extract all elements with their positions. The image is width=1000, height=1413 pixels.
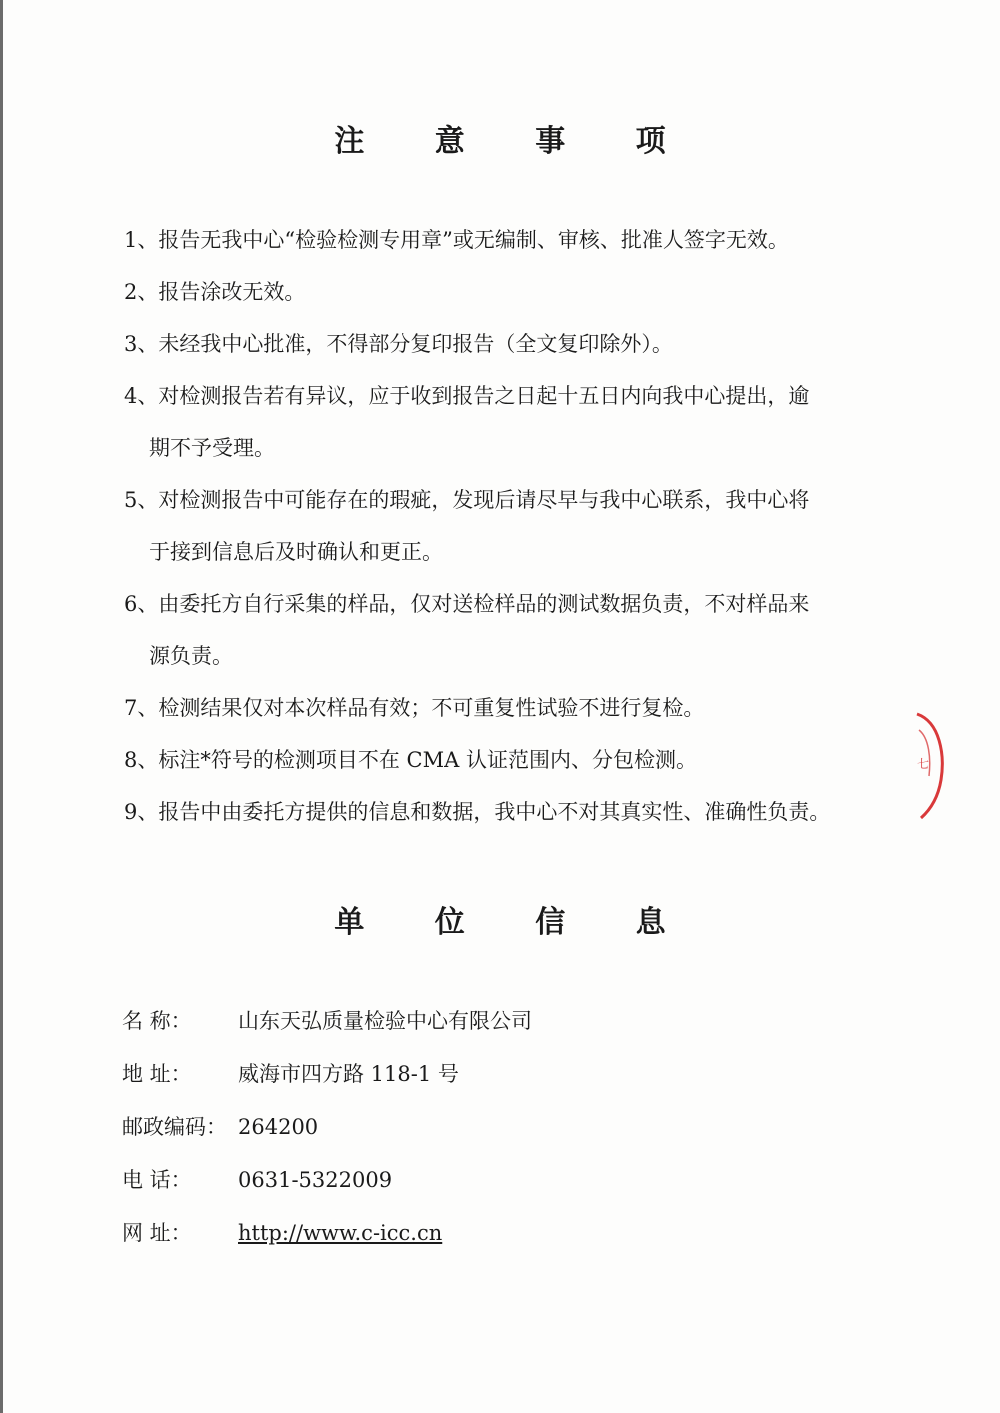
unit-address-label: 地 址：	[122, 1062, 192, 1086]
unit-name-label: 名 称：	[122, 1009, 192, 1033]
unit-name-value: 山东天弘质量检验中心有限公司	[238, 1009, 532, 1033]
red-seal-stamp-partial	[915, 710, 975, 820]
notice-item-text: 2、报告涂改无效。	[124, 280, 306, 304]
scan-edge-shadow	[0, 0, 3, 1413]
svg-text:七: 七	[917, 757, 930, 771]
notice-item-text: 3、未经我中心批准，不得部分复印报告（全文复印除外）。	[124, 332, 673, 356]
notice-item-1	[124, 214, 894, 266]
unit-address-row	[122, 1059, 459, 1089]
notice-item-9	[124, 786, 894, 838]
notice-item-text: 4、对检测报告若有异议，应于收到报告之日起十五日内向我中心提出，逾	[124, 384, 810, 408]
notice-item-6	[124, 578, 894, 682]
unit-name-row	[122, 1006, 532, 1036]
notice-item-4	[124, 370, 894, 474]
unit-website-row	[122, 1218, 442, 1248]
notice-item-7	[124, 682, 894, 734]
notice-item-text: 9、报告中由委托方提供的信息和数据，我中心不对其真实性、准确性负责。	[124, 800, 831, 824]
notice-item-continuation: 源负责。	[149, 644, 233, 668]
unit-postcode-value: 264200	[238, 1115, 319, 1139]
unit-address-value: 威海市四方路 118-1 号	[238, 1062, 459, 1086]
notice-item-text: 1、报告无我中心“检验检测专用章”或无编制、审核、批准人签字无效。	[124, 228, 789, 252]
notice-item-continuation: 期不予受理。	[149, 436, 275, 460]
unit-info-title: 单 位 信 息	[334, 905, 696, 940]
notice-item-text: 8、标注*符号的检测项目不在 CMA 认证范围内、分包检测。	[124, 748, 697, 772]
notice-item-8	[124, 734, 894, 786]
unit-postcode-label: 邮政编码：	[122, 1115, 227, 1139]
notice-item-text: 7、检测结果仅对本次样品有效；不可重复性试验不进行复检。	[124, 696, 705, 720]
notice-title: 注 意 事 项	[334, 124, 696, 159]
notice-item-continuation: 于接到信息后及时确认和更正。	[149, 540, 443, 564]
unit-phone-value: 0631-5322009	[238, 1168, 393, 1192]
unit-postcode-row	[122, 1112, 318, 1142]
notice-item-5	[124, 474, 894, 578]
notice-item-2	[124, 266, 894, 318]
unit-website-label: 网 址：	[122, 1221, 192, 1245]
unit-phone-label: 电 话：	[122, 1168, 192, 1192]
notice-item-text: 6、由委托方自行采集的样品，仅对送检样品的测试数据负责，不对样品来	[124, 592, 810, 616]
unit-phone-row	[122, 1165, 392, 1195]
unit-website-link[interactable]: http://www.c-icc.cn	[238, 1221, 443, 1245]
notice-item-text: 5、对检测报告中可能存在的瑕疵，发现后请尽早与我中心联系，我中心将	[124, 488, 810, 512]
notice-item-3	[124, 318, 894, 370]
